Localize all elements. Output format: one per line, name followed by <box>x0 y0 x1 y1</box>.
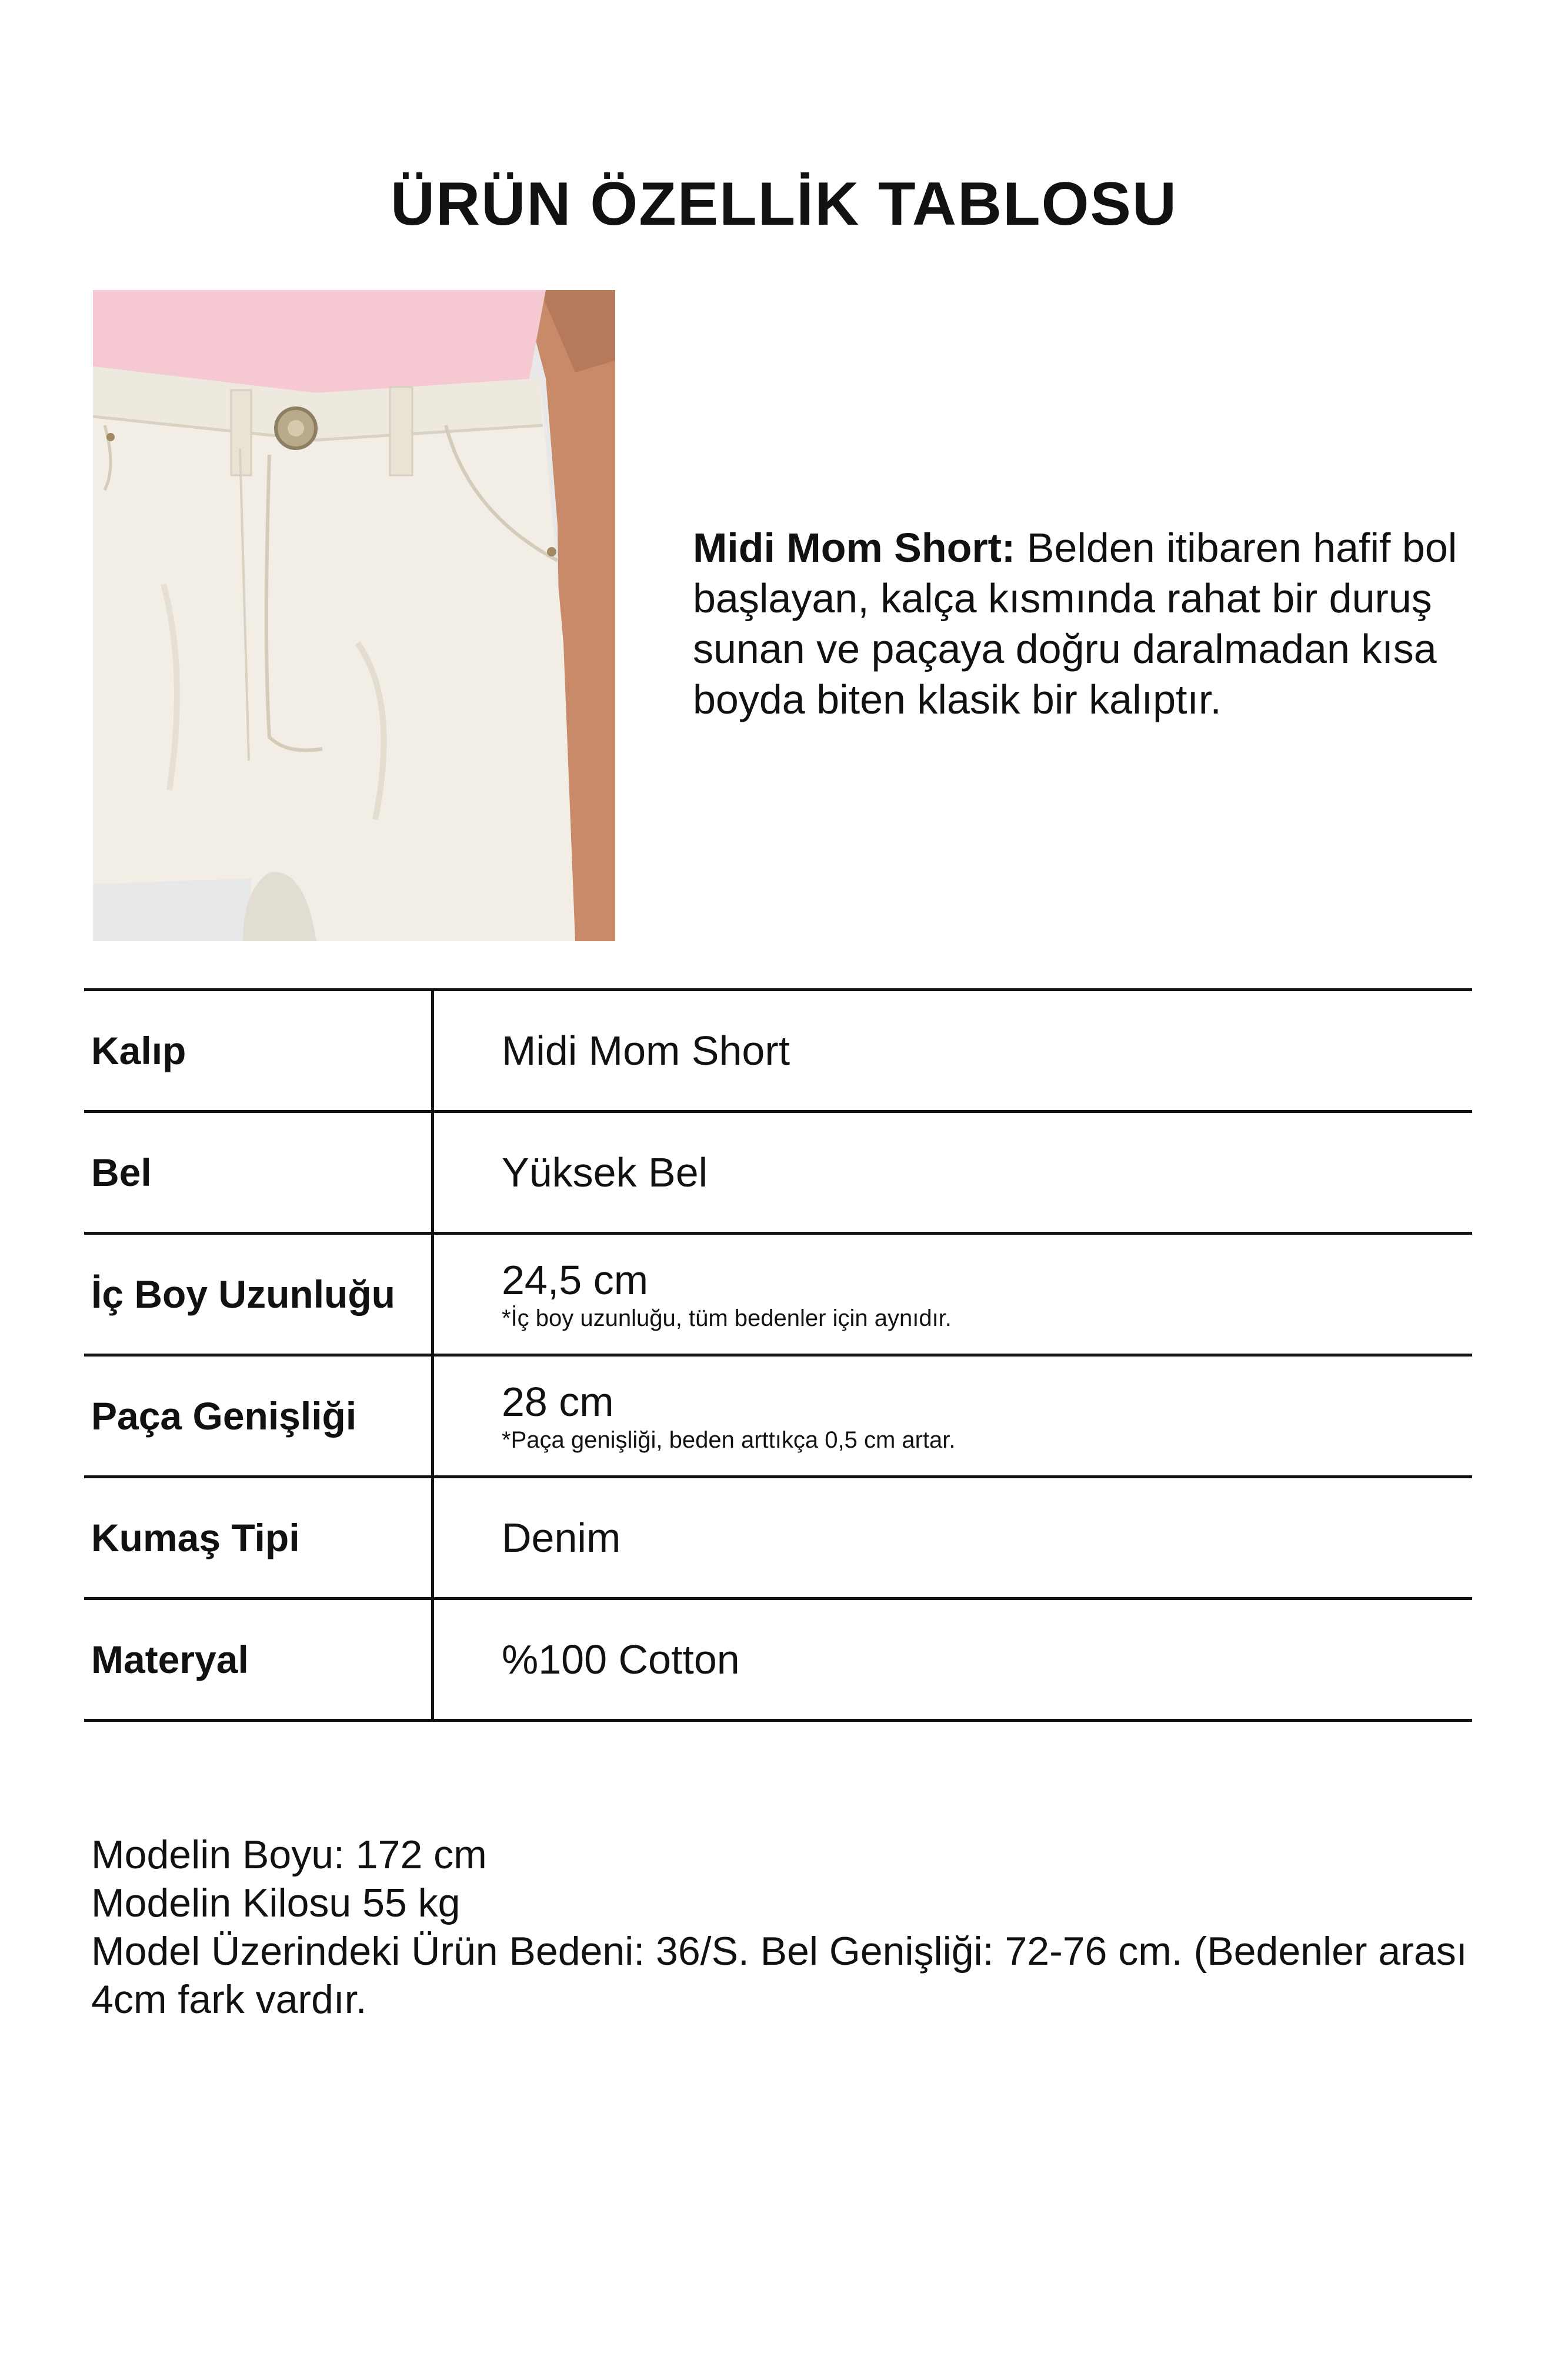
spec-value-cell <box>434 1600 1472 1719</box>
spec-table <box>84 988 1472 1722</box>
spec-label: Materyal <box>84 1600 434 1719</box>
spec-value: %100 Cotton <box>502 1637 740 1682</box>
spec-row-ic-boy <box>84 1235 1472 1357</box>
spec-value: 28 cm <box>502 1379 614 1425</box>
spec-value: 24,5 cm <box>502 1257 648 1303</box>
model-weight: Modelin Kilosu 55 kg <box>91 1881 461 1925</box>
spec-label: İç Boy Uzunluğu <box>84 1235 434 1354</box>
spec-label: Bel <box>84 1113 434 1232</box>
spec-value-cell <box>434 1235 1472 1354</box>
spec-value: Midi Mom Short <box>502 1028 790 1074</box>
product-description-text: Belden itibaren hafif bol başlayan, kalça kısmında rahat bir duruş sunan ve paçaya doğru daralmadan kısa boyda biten klasik bir kalıptır. <box>693 525 1457 722</box>
spec-value-cell <box>434 991 1472 1110</box>
spec-value-cell <box>434 1357 1472 1475</box>
spec-note: *Paça genişliği, beden arttıkça 0,5 cm artar. <box>502 1427 956 1453</box>
spec-value-cell <box>434 1478 1472 1597</box>
product-name: Midi Mom Short: <box>693 525 1016 571</box>
spec-label: Kalıp <box>84 991 434 1110</box>
spec-row-kalip <box>84 991 1472 1113</box>
spec-row-paca <box>84 1357 1472 1478</box>
white-denim-shorts-photo <box>93 290 615 941</box>
model-info <box>91 1831 1491 2024</box>
model-height: Modelin Boyu: 172 cm <box>91 1832 487 1877</box>
shorts-illustration <box>93 290 615 941</box>
spec-label: Kumaş Tipi <box>84 1478 434 1597</box>
page-title: ÜRÜN ÖZELLİK TABLOSU <box>391 170 1177 238</box>
spec-row-bel <box>84 1113 1472 1235</box>
spec-value-cell <box>434 1113 1472 1232</box>
spec-row-materyal <box>84 1600 1472 1722</box>
spec-label: Paça Genişliği <box>84 1357 434 1475</box>
model-size: Model Üzerindeki Ürün Bedeni: 36/S. Bel Genişliği: 72-76 cm. (Bedenler arası 4cm fark vardır. <box>91 1929 1467 2022</box>
spec-note: *İç boy uzunluğu, tüm bedenler için aynıdır. <box>502 1305 952 1331</box>
spec-row-kumas <box>84 1478 1472 1600</box>
product-description <box>693 522 1487 725</box>
spec-value: Denim <box>502 1515 621 1561</box>
spec-value: Yüksek Bel <box>502 1149 708 1195</box>
